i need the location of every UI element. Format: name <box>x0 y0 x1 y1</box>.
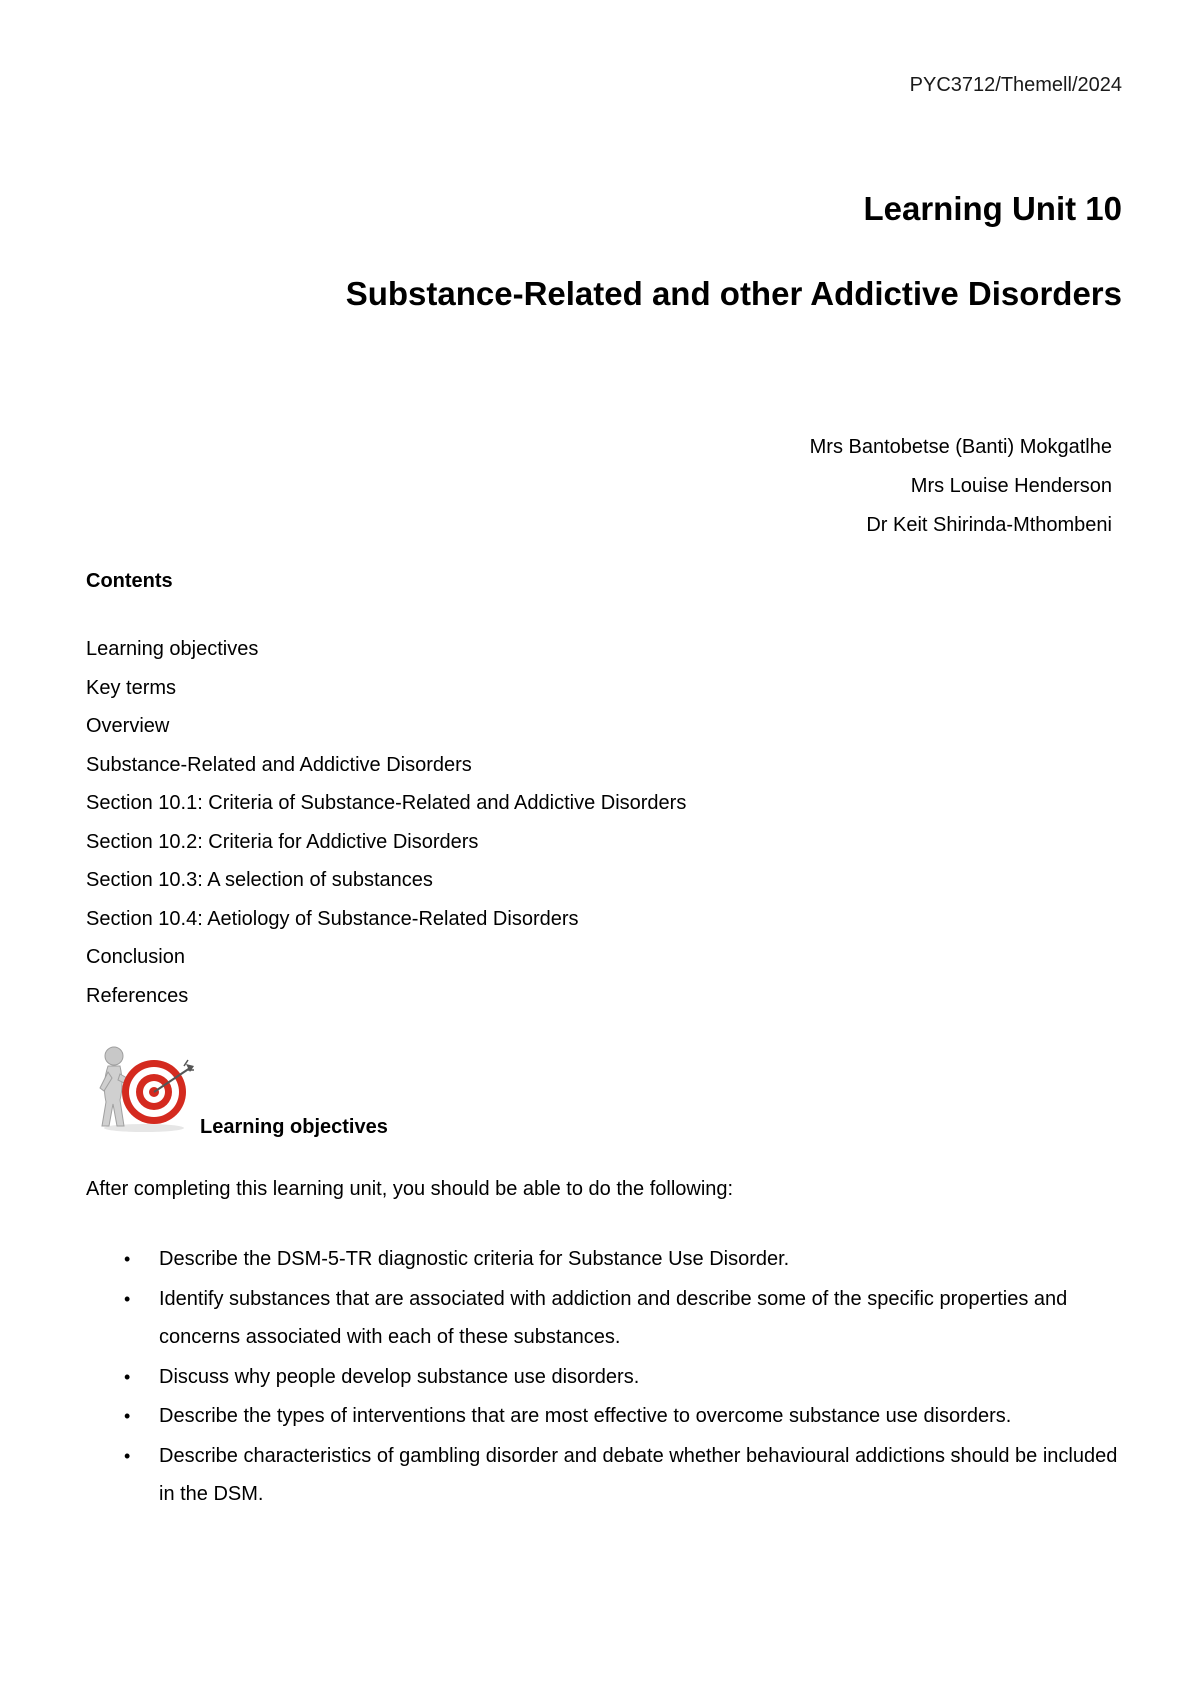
author-name: Mrs Louise Henderson <box>910 475 1112 497</box>
contents-item: Key terms <box>86 676 177 699</box>
contents-item: Section 10.2: Criteria for Addictive Disorders <box>86 830 479 853</box>
unit-title: Learning Unit 10 <box>863 190 1122 227</box>
contents-item: Substance-Related and Addictive Disorders <box>86 753 472 776</box>
objective-item <box>86 1240 1126 1279</box>
objective-text: Describe characteristics of gambling disorder and debate whether behavioural addictions should be included in the DSM. <box>159 1444 1118 1505</box>
unit-subtitle: Substance-Related and other Addictive Disorders <box>345 275 1122 312</box>
contents-item: Learning objectives <box>86 638 259 660</box>
bullet-icon: • <box>124 1445 131 1466</box>
objectives-heading: Learning objectives <box>200 1116 388 1138</box>
contents-item: Section 10.4: Aetiology of Substance-Related Disorders <box>86 907 579 930</box>
author-name: Dr Keit Shirinda-Mthombeni <box>866 514 1112 536</box>
objective-item <box>86 1437 1126 1514</box>
document-code: PYC3712/Themell/2024 <box>909 74 1122 96</box>
objectives-list <box>86 1240 1126 1515</box>
bullet-icon: • <box>124 1366 131 1387</box>
bullet-icon: • <box>124 1288 131 1309</box>
contents-item: Overview <box>86 715 170 737</box>
objective-item <box>86 1397 1126 1436</box>
objective-text: Describe the types of interventions that are most effective to overcome substance use disorders. <box>159 1405 1012 1427</box>
bullet-icon: • <box>124 1406 131 1426</box>
author-list <box>810 428 1112 545</box>
objective-text: Describe the DSM-5-TR diagnostic criteria for Substance Use Disorder. <box>159 1248 790 1270</box>
target-figure-icon <box>92 1044 198 1134</box>
contents-item: Section 10.3: A selection of substances <box>86 869 433 891</box>
author-name: Mrs Bantobetse (Banti) Mokgatlhe <box>809 436 1112 458</box>
objective-text: Discuss why people develop substance use disorders. <box>159 1365 640 1388</box>
contents-list <box>86 630 686 1015</box>
objectives-intro: After completing this learning unit, you should be able to do the following: <box>86 1178 734 1200</box>
contents-item: Conclusion <box>86 946 185 968</box>
objective-item <box>86 1358 1126 1397</box>
contents-item: References <box>86 984 189 1007</box>
objective-item <box>86 1280 1126 1357</box>
contents-heading: Contents <box>86 570 173 592</box>
bullet-icon: • <box>124 1249 131 1269</box>
objective-text: Identify substances that are associated with addiction and describe some of the specific properties and concerns associated with each of these substances. <box>159 1287 1068 1348</box>
contents-item: Section 10.1: Criteria of Substance-Related and Addictive Disorders <box>86 792 687 814</box>
